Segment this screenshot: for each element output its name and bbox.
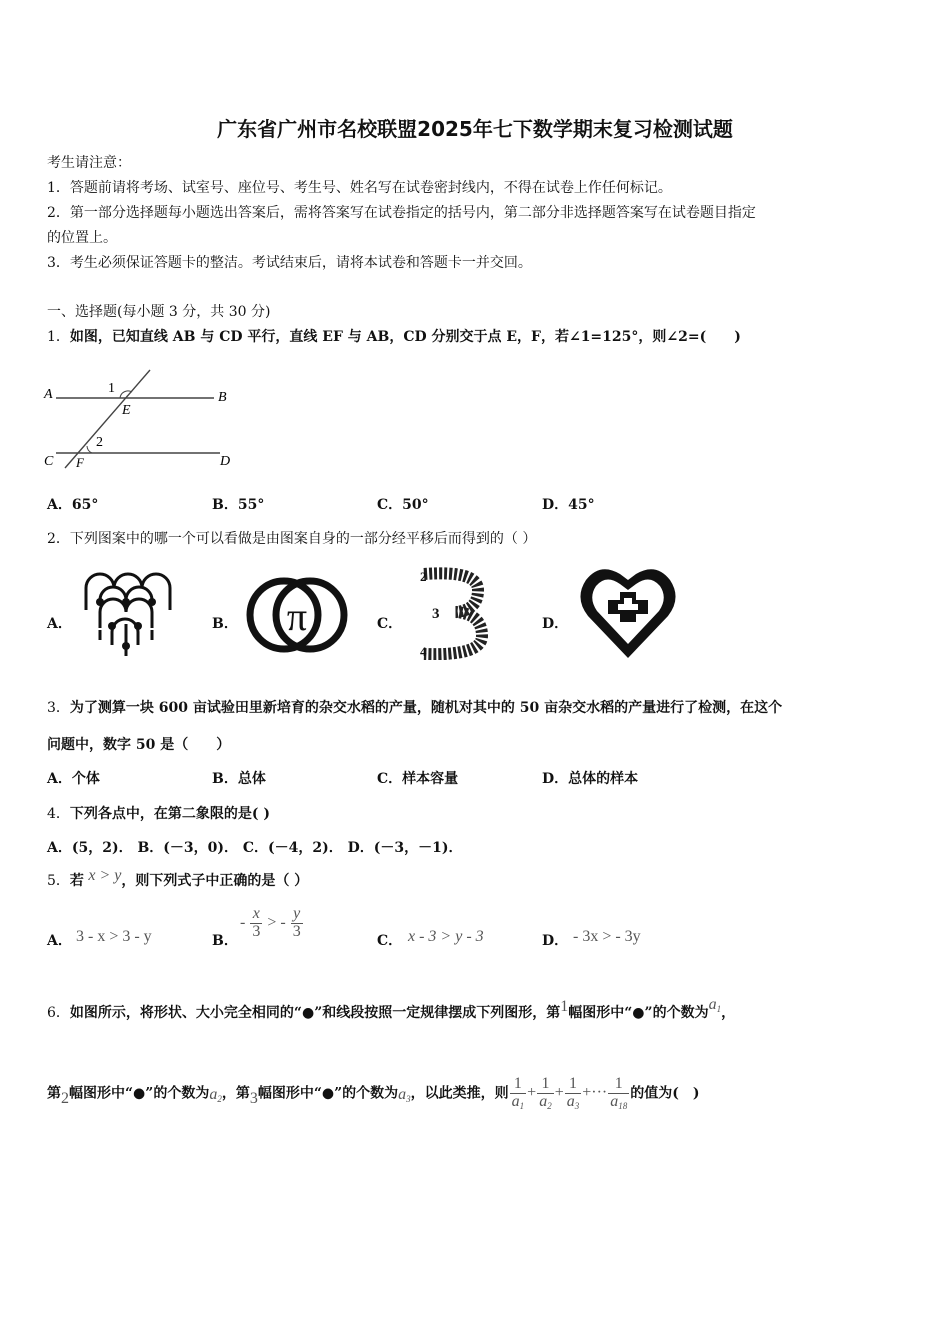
label-d: D	[220, 454, 231, 469]
q2-label-a: A．	[47, 616, 72, 632]
q1-figure	[40, 362, 240, 474]
q3-option-c: C．样本容量	[377, 771, 459, 787]
q3-option-a: A．个体	[47, 771, 100, 787]
notice-item-2-cont: 的位置上。	[47, 230, 117, 246]
label-angle-2: 2	[96, 435, 103, 450]
question-stem-suffix: ，则下列式子中正确的是（ ）	[121, 873, 309, 889]
q1-option-b: B．55°	[212, 497, 265, 513]
q2-figure-b-icon	[245, 572, 349, 658]
minus-sign-2: -	[280, 913, 286, 931]
question-6-line2	[47, 1076, 699, 1111]
notice-item-1: 1．答题前请将考场、试室号、座位号、考生号、姓名写在试卷密封线内，不得在试卷上作任何标记。	[47, 180, 672, 196]
fig-c-n3: 3	[432, 606, 440, 622]
q5-label-b: B．	[212, 933, 238, 949]
q5-option-b	[240, 906, 304, 941]
stem-part: ，第	[221, 1085, 250, 1102]
question-1	[47, 326, 741, 346]
q5-option-a: 3 - x > 3 - y	[76, 928, 152, 945]
question-stem-line1: 为了测算一块 600 亩试验田里新培育的杂交水稻的产量，随机对其中的 50 亩杂交水稻的产量进行了检测，在这个	[69, 700, 783, 716]
a-var: a	[566, 1092, 575, 1110]
a-var: a	[209, 1086, 218, 1104]
minus-sign: -	[240, 913, 246, 931]
q2-figure-a-icon	[82, 570, 178, 660]
question-4	[47, 803, 270, 823]
stem-part: 如图所示，将形状、大小完全相同的“●”和线段按照一定规律摆成下列图形，第	[69, 1005, 561, 1021]
q1-option-d: D．45°	[542, 497, 595, 513]
a-var: a	[708, 996, 717, 1013]
question-stem: 如图，已知直线 AB 与 CD 平行，直线 EF 与 AB，CD 分别交于点 E，F，若∠1=125°，则∠2=( )	[69, 329, 741, 345]
term-a2	[209, 1086, 222, 1103]
figure-number-1: 1	[560, 998, 569, 1015]
frac2-num: y	[291, 906, 303, 924]
pi-symbol: π	[286, 594, 308, 639]
reciprocal-sum	[509, 1075, 631, 1111]
a-sub: 1	[716, 1004, 722, 1014]
a-sub: 3	[574, 1100, 580, 1111]
q2-figure-d-icon	[578, 564, 682, 660]
question-number: 2．	[47, 531, 70, 547]
sum-num: 1	[537, 1076, 554, 1094]
page-title: 广东省广州市名校联盟2025年七下数学期末复习检测试题	[217, 117, 733, 141]
plus-sign: +	[554, 1084, 564, 1102]
question-6-line1	[47, 996, 736, 1022]
notice-item-3: 3．考生必须保证答题卡的整洁。考试结束后，请将本试卷和答题卡一并交回。	[47, 255, 532, 271]
label-b: B	[218, 390, 227, 405]
notice-item-2: 2．第一部分选择题每小题选出答案后，需将答案写在试卷指定的括号内，第二部分非选择题答案写在试卷题目指定	[47, 205, 756, 221]
q2-figure-c-icon	[416, 566, 490, 660]
term-a1	[709, 996, 722, 1013]
q3-option-b: B．总体	[212, 771, 266, 787]
stem-part: ，	[721, 1005, 736, 1021]
question-number: 6．	[47, 1005, 70, 1021]
label-angle-1: 1	[108, 381, 115, 396]
q5-option-d: - 3x > - 3y	[573, 928, 641, 945]
section-heading: 一、选择题(每小题 3 分，共 30 分)	[47, 304, 271, 320]
q3-option-d: D．总体的样本	[542, 771, 639, 787]
question-stem: 下列图案中的哪一个可以看做是由图案自身的一部分经平移后而得到的（ ）	[69, 531, 537, 547]
angle-2-arc	[87, 446, 92, 453]
question-3	[47, 697, 782, 717]
q1-option-a: A．65°	[47, 497, 99, 513]
frac1-num: x	[250, 906, 262, 924]
sum-num: 1	[608, 1076, 629, 1094]
label-f: F	[76, 455, 84, 470]
sum-num: 1	[565, 1076, 582, 1094]
label-c: C	[44, 454, 54, 469]
stem-part: 幅图形中“●”的个数为	[69, 1085, 210, 1102]
question-stem-prefix: 若	[69, 873, 84, 889]
a-var: a	[539, 1092, 548, 1110]
a-sub: 3	[406, 1094, 411, 1105]
q5-label-a: A．	[47, 933, 72, 949]
q2-label-c: C．	[377, 616, 403, 632]
question-number: 5．	[47, 873, 70, 889]
question-5	[47, 867, 309, 890]
q2-label-d: D．	[542, 616, 569, 632]
a-var: a	[398, 1086, 407, 1104]
fig-c-n4: 4	[420, 644, 427, 659]
question-2	[47, 528, 536, 548]
frac1-den: 3	[252, 922, 261, 940]
sum-num: 1	[510, 1076, 527, 1094]
question-number: 3．	[47, 700, 70, 716]
q1-option-c: C．50°	[377, 497, 429, 513]
stem-part: 第	[47, 1085, 61, 1102]
question-number: 4．	[47, 806, 70, 822]
plus-sign: +	[527, 1084, 537, 1102]
stem-part: 幅图形中“●”的个数为	[257, 1085, 399, 1102]
term-a3	[398, 1086, 411, 1103]
frac2-den: 3	[292, 922, 301, 940]
condition-expression: x > y	[88, 867, 122, 884]
plus-dots: +···	[582, 1084, 608, 1102]
a-sub: 2	[547, 1100, 552, 1111]
stem-part: ，以此类推，则	[410, 1085, 509, 1102]
fig-c-n2: 2	[420, 569, 427, 584]
question-number: 1．	[47, 329, 70, 345]
a-sub: 2	[217, 1094, 222, 1105]
gt-sign: >	[267, 913, 277, 931]
figure-number-3: 3	[249, 1090, 258, 1108]
question-stem-line2: 问题中，数字 50 是（ ）	[47, 737, 231, 753]
a-var: a	[511, 1092, 520, 1110]
q5-label-c: C．	[377, 933, 403, 949]
notice-heading: 考生请注意：	[47, 155, 131, 171]
stem-part: 的值为( )	[630, 1085, 700, 1102]
label-a: A	[44, 387, 53, 402]
a-sub: 1	[519, 1100, 525, 1111]
stem-part: 幅图形中“●”的个数为	[568, 1005, 709, 1021]
q5-option-c: x - 3 > y - 3	[408, 928, 484, 945]
q5-label-d: D．	[542, 933, 569, 949]
a-sub: 18	[618, 1100, 628, 1111]
a-var: a	[610, 1092, 619, 1110]
q4-options: A．(5，2)． B．(－3，0)． C．(－4，2)． D．(－3，－1)．	[47, 840, 463, 856]
figure-number-2: 2	[61, 1090, 69, 1108]
q2-label-b: B．	[212, 616, 238, 632]
label-e: E	[122, 403, 131, 418]
question-stem: 下列各点中，在第二象限的是( )	[69, 806, 271, 822]
